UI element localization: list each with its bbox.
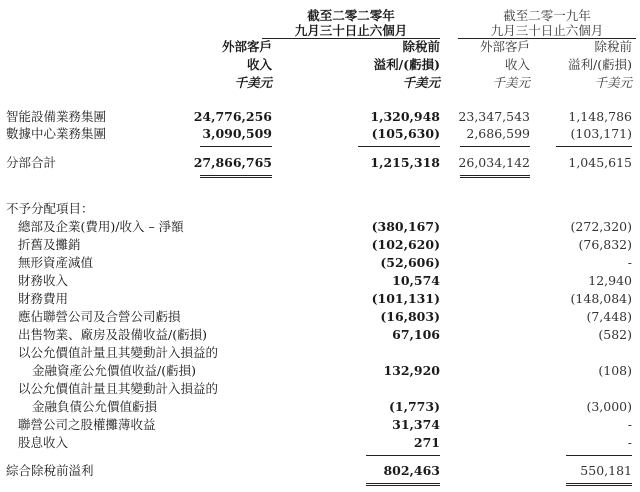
col-header-revenue-2020-line2: 收入 xyxy=(246,57,272,72)
unallocated-value-2019: - xyxy=(627,435,632,450)
total-double-rule xyxy=(460,175,530,178)
total-double-rule xyxy=(200,175,272,178)
unallocated-item-label-cont: 金融負債公允價值虧損 xyxy=(32,399,158,414)
unallocated-value-2020: (1,773) xyxy=(389,399,440,414)
subtotal-rule xyxy=(358,146,440,147)
segment-pretax-2020: (105,630) xyxy=(371,126,440,141)
unallocated-value-2020: (52,606) xyxy=(380,255,440,270)
col-header-revenue-2019-line2: 收入 xyxy=(504,57,530,72)
segment-total-rev-2019: 26,034,142 xyxy=(458,155,530,170)
unallocated-value-2020: 132,920 xyxy=(383,363,440,378)
unallocated-item-label-cont: 金融資產公允價值收益/(虧損) xyxy=(32,363,196,378)
unallocated-item-label: 應佔聯營公司及合營公司虧損 xyxy=(18,309,181,324)
unallocated-value-2019: (76,832) xyxy=(578,237,632,252)
unallocated-title: 不予分配項目： xyxy=(6,201,94,216)
unallocated-value-2019: (3,000) xyxy=(586,399,632,414)
segment-total-pretax-2020: 1,215,318 xyxy=(370,155,440,170)
unallocated-value-2019: (148,084) xyxy=(570,291,632,306)
col-header-revenue-2019 xyxy=(440,38,530,92)
segment-pretax-2019: 1,148,786 xyxy=(568,109,632,124)
grand-total-rule xyxy=(566,455,632,456)
segment-label: 智能設備業務集團 xyxy=(6,109,107,124)
unallocated-value-2019: (272,320) xyxy=(570,219,632,234)
col-header-pretax-2019-unit: 千美元 xyxy=(594,75,632,90)
period-header-2019 xyxy=(458,8,636,38)
unallocated-item-label: 無形資產減值 xyxy=(18,255,94,270)
subtotal-rule xyxy=(200,146,272,147)
period-header-2020 xyxy=(262,8,440,38)
col-header-revenue-2020-unit: 千美元 xyxy=(234,75,272,90)
unallocated-value-2019: (7,448) xyxy=(586,309,632,324)
grand-total-double-rule xyxy=(366,483,440,486)
unallocated-item-label: 總部及企業(費用)/收入 – 淨額 xyxy=(18,219,184,234)
col-header-revenue-2020-line1: 外部客戶 xyxy=(221,39,272,54)
unallocated-value-2020: (102,620) xyxy=(371,237,440,252)
unallocated-item-label: 聯營公司之股權攤薄收益 xyxy=(18,417,156,432)
segment-label: 數據中心業務集團 xyxy=(6,126,107,141)
col-header-pretax-2019-line1: 除稅前 xyxy=(594,39,632,54)
period-2019-line1: 截至二零一九年 xyxy=(503,8,591,23)
col-header-pretax-2020 xyxy=(340,38,440,92)
col-header-pretax-2019 xyxy=(536,38,632,92)
period-2019-line2: 九月三十日止六個月 xyxy=(490,23,604,38)
segment-pretax-2020: 1,320,948 xyxy=(370,109,440,124)
col-header-revenue-2020 xyxy=(180,38,272,92)
grand-total-rule xyxy=(366,455,440,456)
grand-total-2019: 550,181 xyxy=(580,463,632,478)
unallocated-value-2020: (380,167) xyxy=(371,219,440,234)
segment-rev-2019: 23,347,543 xyxy=(458,109,530,124)
unallocated-item-label: 折舊及攤銷 xyxy=(18,237,81,252)
unallocated-item-label: 財務收入 xyxy=(18,273,69,288)
unallocated-value-2019: (582) xyxy=(598,327,632,342)
unallocated-value-2020: (16,803) xyxy=(380,309,440,324)
grand-total-2020: 802,463 xyxy=(383,463,440,478)
unallocated-value-2020: 10,574 xyxy=(392,273,440,288)
segment-rev-2020: 3,090,509 xyxy=(202,126,272,141)
grand-total-double-rule xyxy=(566,483,632,486)
unallocated-item-label: 以公允價值計量且其變動計入損益的 xyxy=(18,345,219,360)
segment-total-rev-2020: 27,866,765 xyxy=(193,155,272,170)
period-2020-line1: 截至二零二零年 xyxy=(307,8,395,23)
col-header-pretax-2019-line2: 溢利/(虧損) xyxy=(568,57,632,72)
segment-rev-2019: 2,686,599 xyxy=(466,126,530,141)
unallocated-item-label: 股息收入 xyxy=(18,435,69,450)
unallocated-value-2020: 67,106 xyxy=(392,327,440,342)
unallocated-value-2020: 31,374 xyxy=(392,417,440,432)
unallocated-item-label: 財務費用 xyxy=(18,291,69,306)
unallocated-item-label: 以公允價值計量且其變動計入損益的 xyxy=(18,381,219,396)
col-header-pretax-2020-line2: 溢利/(虧損) xyxy=(373,57,440,72)
grand-total-label: 綜合除稅前溢利 xyxy=(6,463,94,478)
subtotal-rule xyxy=(460,146,530,147)
col-header-revenue-2019-unit: 千美元 xyxy=(492,75,530,90)
segment-total-label: 分部合計 xyxy=(6,155,57,170)
unallocated-value-2019: (108) xyxy=(598,363,632,378)
period-2020-line2: 九月三十日止六個月 xyxy=(294,23,408,38)
col-header-pretax-2020-unit: 千美元 xyxy=(402,75,440,90)
unallocated-value-2020: 271 xyxy=(413,435,440,450)
segment-rev-2020: 24,776,256 xyxy=(193,109,272,124)
col-header-revenue-2019-line1: 外部客戶 xyxy=(479,39,530,54)
unallocated-value-2020: (101,131) xyxy=(371,291,440,306)
col-header-pretax-2020-line1: 除稅前 xyxy=(402,39,440,54)
subtotal-rule xyxy=(556,146,632,147)
unallocated-value-2019: - xyxy=(627,417,632,432)
unallocated-value-2019: 12,940 xyxy=(588,273,632,288)
segment-pretax-2019: (103,171) xyxy=(570,126,632,141)
unallocated-item-label: 出售物業、廠房及設備收益/(虧損) xyxy=(18,327,207,342)
unallocated-value-2019: - xyxy=(627,255,632,270)
segment-total-pretax-2019: 1,045,615 xyxy=(568,155,632,170)
